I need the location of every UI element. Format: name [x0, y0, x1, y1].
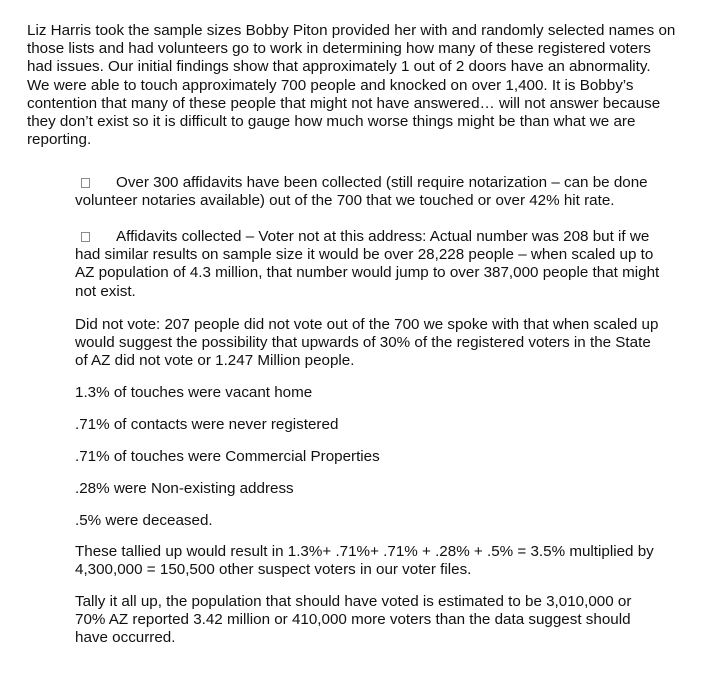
stat-line: .71% of contacts were never registered: [75, 416, 339, 433]
did-not-vote-paragraph: Did not vote: 207 people did not vote out of the 700 we spoke with that when scaled up would suggest the possibility that upwards of 30% of the registered voters in the State of AZ did not vote or 1.247 Million people.: [75, 316, 659, 370]
tally-paragraph: These tallied up would result in 1.3%+ .71%+ .71% + .28% + .5% = 3.5% multiplied by 4,300,000 = 150,500 other suspect voters in our voter files.: [75, 543, 654, 579]
bullet-text: Affidavits collected – Voter not at this address: Actual number was 208 but if we had similar results on sample size it would be over 28,228 people – when scaled up to AZ population of 4.3 million, that number would jump to over 387,000 people that might not exist.: [75, 228, 660, 300]
stat-line: .5% were deceased.: [75, 512, 213, 529]
intro-paragraph: Liz Harris took the sample sizes Bobby Piton provided her with and randomly selected names on those lists and had volunteers go to work in determining how many of these registered voters had issues. Our initial findings show that approximately 1 out of 2 doors have an abnormality. We were able to touch approximately 700 people and knocked on over 1,400. It is Bobby’s contention that many of these people that might not have answered… will not answer because they don’t exist so it is difficult to gauge how much worse things might be than what we are reporting.: [27, 22, 676, 149]
tally-summary-paragraph: Tally it all up, the population that should have voted is estimated to be 3,010,000 or 70% AZ reported 3.42 million or 410,000 more voters than the data suggest should have occurred.: [75, 593, 632, 647]
bullet-text: Over 300 affidavits have been collected (still require notarization – can be done volunteer notaries available) out of the 700 that we touched or over 42% hit rate.: [75, 174, 648, 210]
stat-line: .28% were Non-existing address: [75, 480, 294, 497]
bullet-item: [75, 174, 665, 210]
stat-line: .71% of touches were Commercial Properties: [75, 448, 380, 465]
checkbox-bullet-icon: [81, 178, 90, 188]
stat-line: 1.3% of touches were vacant home: [75, 384, 313, 401]
bullet-item: [75, 228, 665, 301]
checkbox-bullet-icon: [81, 232, 90, 242]
